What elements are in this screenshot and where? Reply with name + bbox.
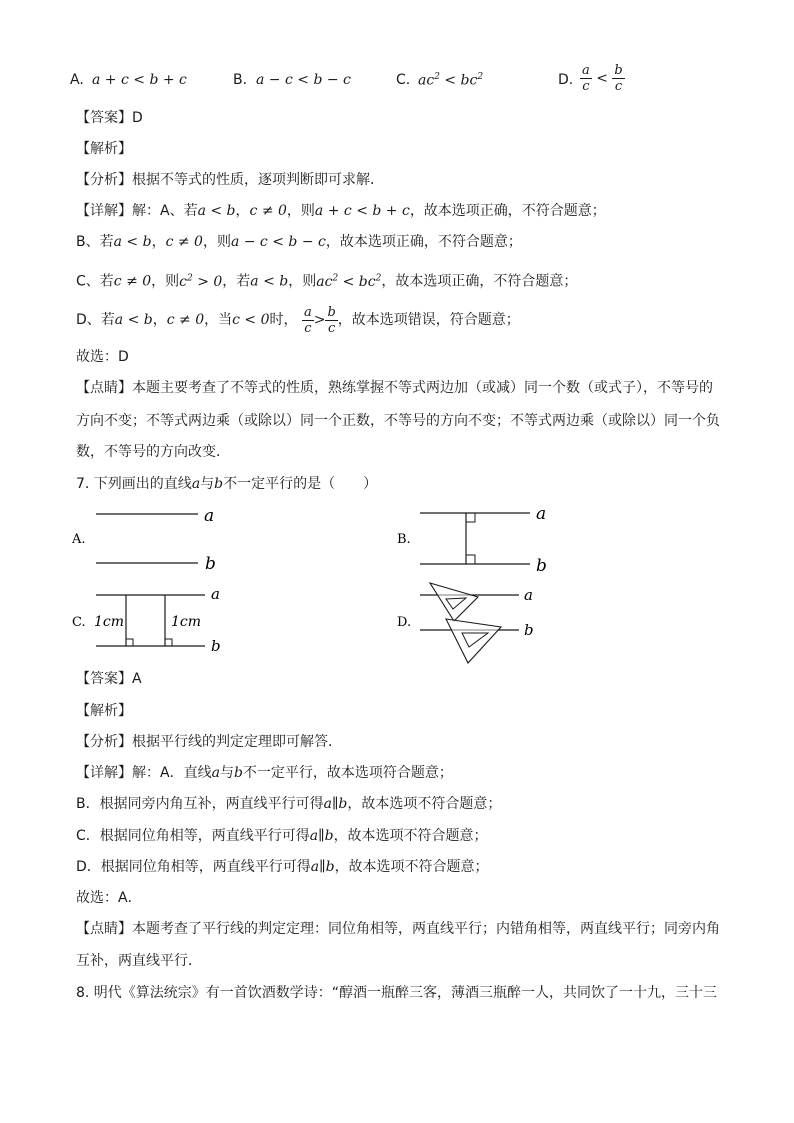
option-c-expr: $ac^2 < bc^2$ — [418, 72, 484, 89]
option-d-label: D. — [558, 72, 574, 88]
q6-dianjing-line3: 数，不等号的方向改变． — [76, 444, 230, 460]
q6-dianjing-line2: 方向不变；不等式两边乘（或除以）同一个正数，不等号的方向不变；不等式两边乘（或除以）同一个负 — [76, 413, 720, 429]
q7-detail-line4: D．根据同位角相等，两直线平行可得a∥b，故本选项不符合题意； — [76, 859, 489, 875]
q6-choice: 故选：D — [76, 349, 129, 365]
option-a-expr: a + c < b + c — [92, 72, 187, 88]
q7-choice: 故选：A． — [76, 890, 142, 906]
option-c-label: C. — [396, 72, 411, 88]
q8-stem: 8. 明代《算法统宗》有一首饮酒数学诗：“醇酒一瓶醉三客，薄酒三瓶醉一人，共同饮了一十九，三十三 — [76, 985, 718, 1001]
figure-a — [71, 506, 216, 574]
label-a: a — [211, 585, 220, 603]
label-a: a — [204, 506, 215, 526]
q6-answer: 【答案】D — [76, 110, 143, 126]
q7-jiexi: 【解析】 — [76, 703, 132, 719]
q7-dianjing-line1: 【点睛】本题考查了平行线的判定定理：同位角相等，两直线平行；内错角相等，两直线平行；同旁内角 — [76, 921, 720, 937]
label-a: a — [524, 586, 533, 604]
measure-label-right: 1cm — [171, 614, 202, 630]
q6-fenxi: 【分析】根据不等式的性质，逐项判断即可求解． — [76, 172, 384, 188]
q6-detail-line2: B、若a < b，c ≠ 0，则a − c < b − c，故本选项正确，不符合题意； — [76, 234, 522, 250]
q6-detail-line4: D、若a < b，c ≠ 0，当c < 0时， $\frac{a}{c}$ > $\frac{b}{c}$ ，故本选项错误，符合题意； — [76, 304, 520, 336]
option-c-label: C. — [72, 615, 86, 630]
right-angle-mark — [165, 639, 172, 646]
q7-fenxi: 【分析】根据平行线的判定定理即可解答． — [76, 734, 342, 750]
q7-stem: 7. 下列画出的直线a与b不一定平行的是（ ） — [76, 476, 378, 492]
figure-d — [397, 583, 534, 663]
q7-figures — [0, 495, 794, 670]
option-b-label: B. — [397, 532, 411, 547]
right-angle-mark — [466, 555, 475, 564]
label-b: b — [524, 621, 534, 639]
option-b-label: B. — [233, 72, 248, 88]
q6-dianjing-line1: 【点睛】本题主要考查了不等式的性质，熟练掌握不等式两边加（或减）同一个数（或式子），不等号的 — [76, 380, 713, 396]
set-square-icon — [430, 583, 478, 621]
option-d-label: D. — [397, 615, 412, 630]
option-b-expr: a − c < b − c — [256, 72, 351, 88]
measure-label-left: 1cm — [94, 614, 125, 630]
q7-dianjing-line2: 互补，两直线平行． — [76, 953, 202, 969]
q7-detail-line1: 【详解】解：A．直线a与b不一定平行，故本选项符合题意； — [76, 765, 453, 781]
option-a-label: A. — [72, 532, 86, 547]
figure-c — [72, 585, 221, 655]
figure-b — [397, 504, 547, 576]
q6-detail-line3: C、若c ≠ 0，则$c^2 > 0$，若a < b，则$ac^2 < bc^2$，故本选项正确，不符合题意； — [76, 273, 578, 290]
q6-options — [70, 63, 720, 108]
q7-detail-line2: B．根据同旁内角互补，两直线平行可得a∥b，故本选项不符合题意； — [76, 796, 502, 812]
label-b: b — [205, 554, 216, 574]
option-a-label: A. — [70, 72, 84, 88]
set-square-icon — [446, 619, 501, 663]
option-d-expr: $\frac{a}{c}$ < $\frac{b}{c}$ — [582, 63, 623, 94]
right-angle-mark — [126, 639, 133, 646]
label-a: a — [536, 504, 547, 524]
q6-jiexi: 【解析】 — [76, 141, 132, 157]
q7-detail-line3: C．根据同位角相等，两直线平行可得a∥b，故本选项不符合题意； — [76, 828, 488, 844]
label-b: b — [536, 556, 547, 576]
q6-detail-line1: 【详解】解：A、若a < b，c ≠ 0，则a + c < b + c，故本选项正确，不符合题意； — [76, 203, 606, 219]
q7-answer: 【答案】A — [76, 671, 142, 687]
right-angle-mark — [466, 513, 475, 522]
label-b: b — [211, 637, 221, 655]
